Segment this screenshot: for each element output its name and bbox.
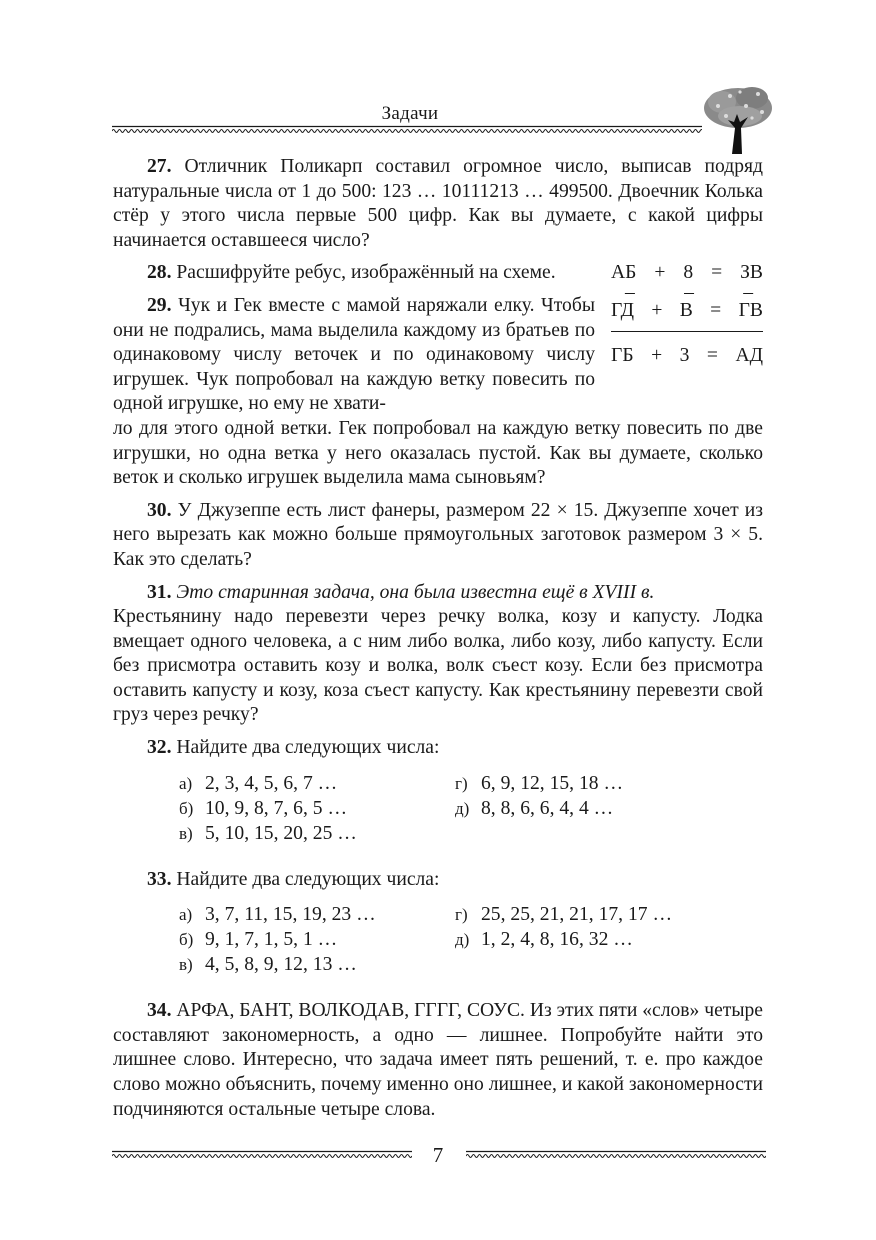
problem-34 xyxy=(113,999,763,1122)
rebus-row-3: ГБ + 3 = АД xyxy=(611,345,763,367)
wavy-line xyxy=(466,1155,766,1158)
list-item: д) 1, 2, 4, 8, 16, 32 … xyxy=(455,929,633,951)
problem-number: 31. xyxy=(147,581,172,603)
problem-text: Отличник Поликарп составил огромное число, выписав подряд натуральные числа от 1 до 500: 123 … 10111213 … 499500. Двоечник Колька стёр у этого числа первые 500 цифр. Как вы думаете, с какой цифры начинается оставшееся число? xyxy=(113,156,763,251)
list-item: в) 5, 10, 15, 20, 25 … xyxy=(179,822,357,844)
problem-text: Найдите два следующих числа: xyxy=(176,868,440,890)
rebus-block xyxy=(113,261,763,417)
problem-lead: Это старинная задача, она была известна ещё в XVIII в. xyxy=(176,581,655,603)
problem-30 xyxy=(113,499,763,573)
header-wavy-rule xyxy=(112,125,702,135)
list-item: а) 2, 3, 4, 5, 6, 7 … xyxy=(179,772,338,794)
problem-text: Чук и Гек вместе с мамой наряжали елку. Чтобы они не подрались, мама выделила каждому из братьев по одинаковому числу веточек и по одинаковому числу игрушек. Чук попробовал на каждую ветку повесить по одной игрушке, но ему не хвати- xyxy=(113,294,595,415)
list-item: а) 3, 7, 11, 15, 19, 23 … xyxy=(179,904,376,926)
problem-31 xyxy=(113,581,763,729)
problem-number: 29. xyxy=(147,294,172,316)
problem-number: 30. xyxy=(147,499,172,521)
rebus-sum-line xyxy=(611,331,763,332)
list-item: д) 8, 8, 6, 6, 4, 4 … xyxy=(455,797,614,819)
page-number: 7 xyxy=(432,1143,444,1167)
rebus-row-2: ГД + В = ГВ xyxy=(611,300,763,322)
running-header: Задачи xyxy=(381,103,439,124)
list-item: г) 25, 25, 21, 21, 17, 17 … xyxy=(455,904,673,926)
rebus-minus-row: – – – xyxy=(625,282,753,304)
problem-number: 27. xyxy=(147,156,172,177)
problem-29-continued xyxy=(113,417,763,491)
list-item: б) 10, 9, 8, 7, 6, 5 … xyxy=(179,797,348,819)
problem-27 xyxy=(113,155,763,253)
problem-28 xyxy=(113,261,595,286)
problem-number: 33. xyxy=(147,868,172,890)
problem-text: Крестьянину надо перевезти через речку волка, козу и капусту. Лодка вмещает одного человека, а с ним либо волка, либо козу, либо капусту. Если без присмотра оставить козу и волка, волк съест козу. Если без присмотра оставить капусту и козу, коза съест капусту. Как крестьянину перевезти свой груз через речку? xyxy=(113,606,763,726)
problem-number: 28. xyxy=(147,262,172,284)
problem-text: У Джузеппе есть лист фанеры, размером 22 × 15. Джузеппе хочет из него вырезать как можно больше прямоугольных заготовок размером 3 × 5. Как это сделать? xyxy=(113,499,763,570)
sequence-list-32 xyxy=(179,771,763,846)
problem-number: 32. xyxy=(147,737,172,759)
problem-text: Найдите два следующих числа: xyxy=(176,737,440,759)
problem-33 xyxy=(113,868,763,893)
footer-wavy-rule-right xyxy=(466,1150,766,1160)
problem-text: АРФА, БАНТ, ВОЛКОДАВ, ГГГГ, СОУС. Из этих пяти «слов» четыре составляют закономерность, а одно — лишнее. Попробуйте найти это лишнее слово. Интересно, что задача имеет пять решений, т. е. про каждое слово можно объяснить, почему именно оно лишнее, и какой закономерности подчиняются остальные четыре слова. xyxy=(113,1000,764,1120)
problem-text: ло для этого одной ветки. Гек попробовал на каждую ветку повесить по две игрушки, но одна ветка у него оказалась пустой. Как вы думаете, сколько веток и сколько игрушек выделила мама сыновьям? xyxy=(113,417,763,489)
tree-icon xyxy=(700,84,774,156)
list-item: в) 4, 5, 8, 9, 12, 13 … xyxy=(179,954,357,976)
rebus-row-1: АБ + 8 = ЗВ xyxy=(611,262,763,284)
problem-32 xyxy=(113,736,763,761)
problem-number: 34. xyxy=(147,1000,172,1022)
problem-29 xyxy=(113,294,595,417)
rebus-scheme xyxy=(611,261,763,370)
list-item: б) 9, 1, 7, 1, 5, 1 … xyxy=(179,929,338,951)
problem-text: Расшифруйте ребус, изображённый на схеме. xyxy=(176,262,556,284)
sequence-list-33 xyxy=(179,902,763,977)
wavy-line xyxy=(112,130,702,133)
page-body xyxy=(113,155,763,1130)
list-item: г) 6, 9, 12, 15, 18 … xyxy=(455,772,624,794)
